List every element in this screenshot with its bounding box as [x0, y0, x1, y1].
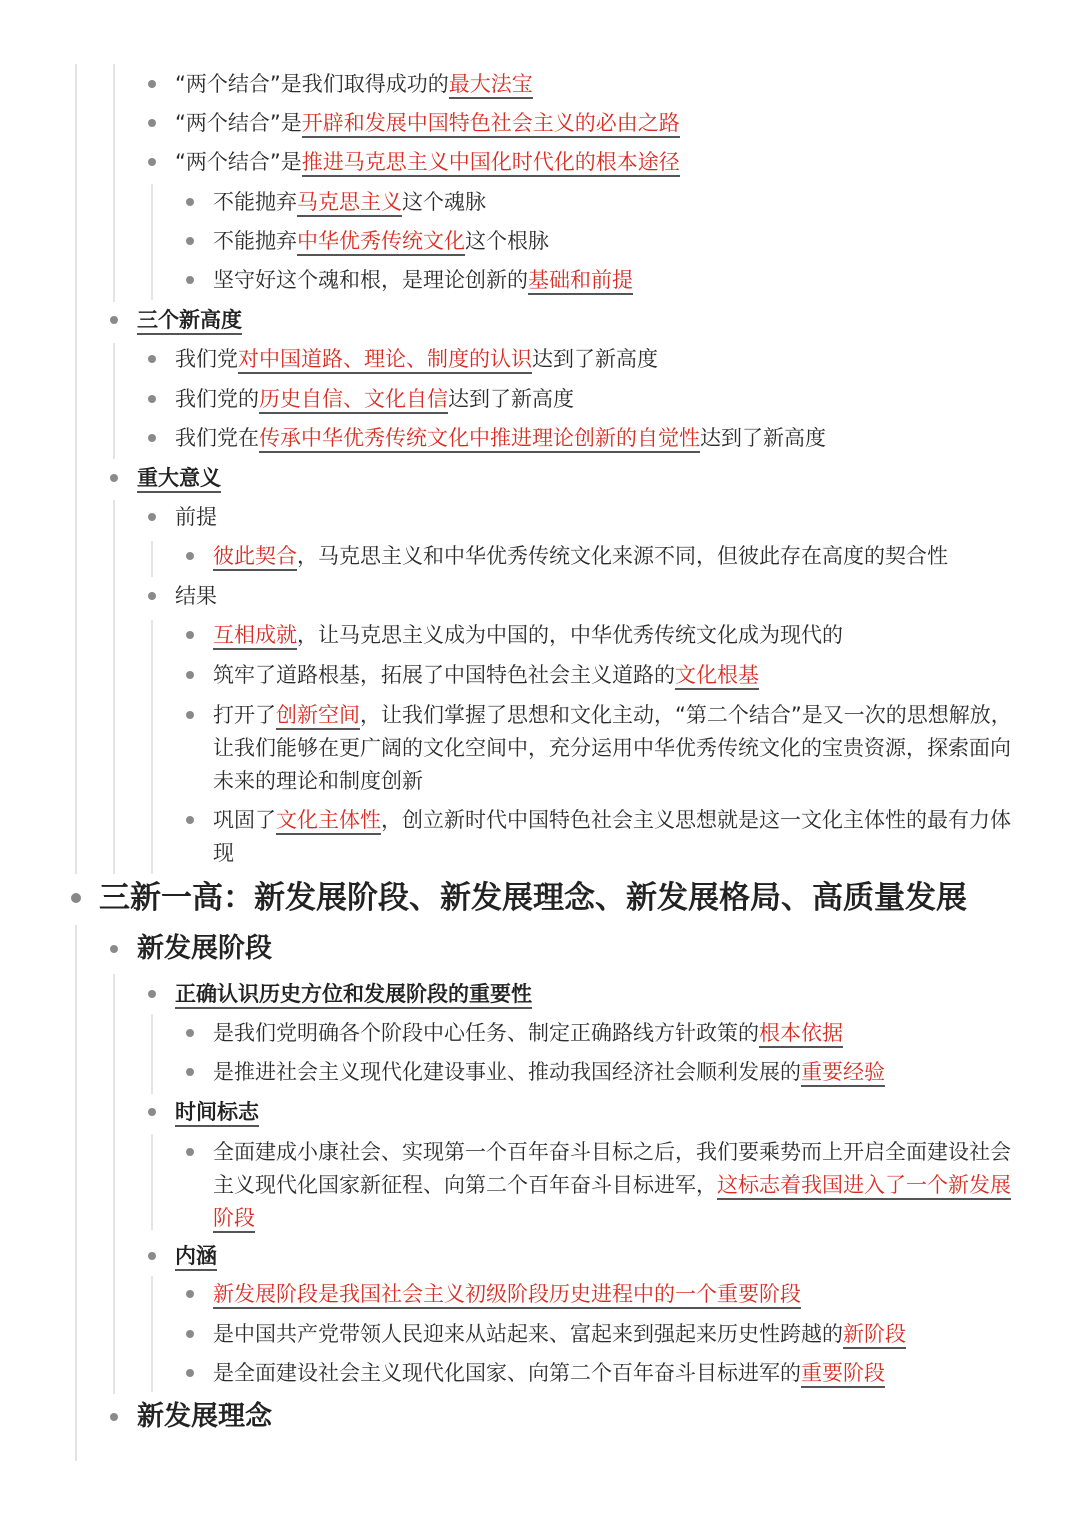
list-item: 全面建成小康社会、实现第一个百年奋斗目标之后，我们要乘势而上开启全面建设社会主义现代化国家新征程、向第二个百年奋斗目标进军，这标志着我国进入了一个新发展阶段 [213, 1136, 1021, 1235]
bullet [186, 1290, 194, 1298]
highlight: 历史自信、文化自信 [259, 387, 448, 414]
highlight: 马克思主义 [297, 190, 402, 217]
bullet [148, 119, 156, 127]
bullet [186, 237, 194, 245]
bullet [186, 1148, 194, 1156]
list-item: 结果 [175, 584, 217, 608]
section-title: 新发展理念 [137, 1401, 272, 1432]
guide-line [151, 541, 153, 577]
list-item [213, 1278, 801, 1311]
highlight: 重要阶段 [801, 1361, 885, 1388]
highlight: 根本依据 [759, 1021, 843, 1048]
bullet [186, 631, 194, 639]
section-heading: 三个新高度 [137, 304, 242, 337]
list-item: 筑牢了道路根基，拓展了中国特色社会主义道路的文化根基 [213, 659, 759, 692]
guide-line [151, 1134, 153, 1230]
list-item: 前提 [175, 505, 217, 529]
bullet [110, 1413, 118, 1421]
highlight: 传承中华优秀传统文化中推进理论创新的自觉性 [259, 426, 700, 453]
highlight: 基础和前提 [528, 268, 633, 295]
highlight: 新阶段 [843, 1322, 906, 1349]
highlight: 互相成就 [213, 623, 297, 650]
list-item: “两个结合”是推进马克思主义中国化时代化的根本途径 [175, 146, 680, 179]
guide-line [75, 925, 77, 1461]
subsection-heading: 正确认识历史方位和发展阶段的重要性 [175, 978, 532, 1011]
bullet [186, 1029, 194, 1037]
bullet [186, 276, 194, 284]
bullet [148, 80, 156, 88]
page-title: 三新一高：新发展阶段、新发展理念、新发展格局、高质量发展 [99, 880, 967, 916]
list-item: 巩固了文化主体性，创立新时代中国特色社会主义思想就是这一文化主体性的最有力体现 [213, 808, 1011, 865]
guide-line [151, 620, 153, 874]
section-heading: 重大意义 [137, 462, 221, 495]
bullet [148, 513, 156, 521]
highlight: 创新空间 [276, 703, 360, 730]
bullet [148, 1252, 156, 1260]
bullet [186, 1369, 194, 1377]
guide-line [151, 1276, 153, 1392]
bullet [186, 198, 194, 206]
bullet [186, 671, 194, 679]
guide-line [75, 64, 77, 874]
list-item: 我们党在传承中华优秀传统文化中推进理论创新的自觉性达到了新高度 [175, 422, 826, 455]
list-item: 是我们党明确各个阶段中心任务、制定正确路线方针政策的根本依据 [213, 1017, 843, 1050]
guide-line [151, 1014, 153, 1094]
list-item: 彼此契合，马克思主义和中华优秀传统文化来源不同，但彼此存在高度的契合性 [213, 540, 948, 573]
highlight: 开辟和发展中国特色社会主义的必由之路 [302, 111, 680, 138]
highlight: 彼此契合 [213, 544, 297, 571]
bullet [186, 552, 194, 560]
bullet [148, 592, 156, 600]
bullet [148, 355, 156, 363]
bullet [148, 395, 156, 403]
bullet [186, 711, 194, 719]
highlight: 重要经验 [801, 1060, 885, 1087]
list-item: 不能抛弃中华优秀传统文化这个根脉 [213, 225, 549, 258]
bullet [110, 316, 118, 324]
highlight: 新发展阶段是我国社会主义初级阶段历史进程中的一个重要阶段 [213, 1282, 801, 1309]
guide-line [113, 64, 115, 302]
subsection-heading: 内涵 [175, 1240, 217, 1273]
list-item: 我们党对中国道路、理论、制度的认识达到了新高度 [175, 343, 658, 376]
list-item: 是推进社会主义现代化建设事业、推动我国经济社会顺利发展的重要经验 [213, 1056, 885, 1089]
list-item: 坚守好这个魂和根，是理论创新的基础和前提 [213, 264, 633, 297]
guide-line [113, 974, 115, 1394]
list-item: 我们党的历史自信、文化自信达到了新高度 [175, 383, 574, 416]
subsection-heading: 时间标志 [175, 1096, 259, 1129]
highlight: 这标志着我国进入了一个新发展阶段 [213, 1173, 1011, 1233]
list-item: 不能抛弃马克思主义这个魂脉 [213, 186, 486, 219]
bullet [110, 945, 118, 953]
list-item: 互相成就，让马克思主义成为中国的，中华优秀传统文化成为现代的 [213, 619, 843, 652]
guide-line [113, 500, 115, 874]
bullet [110, 474, 118, 482]
highlight: 推进马克思主义中国化时代化的根本途径 [302, 150, 680, 177]
bullet [71, 893, 81, 903]
guide-line [113, 343, 115, 459]
highlight: 文化主体性 [276, 808, 381, 835]
bullet [148, 1108, 156, 1116]
list-item: 打开了创新空间，让我们掌握了思想和文化主动，“第二个结合”是又一次的思想解放，让我们能够在更广阔的文化空间中，充分运用中华优秀传统文化的宝贵资源，探索面向未来的理论和制度创新 [213, 703, 1012, 793]
list-item: “两个结合”是开辟和发展中国特色社会主义的必由之路 [175, 107, 680, 140]
bullet [148, 990, 156, 998]
bullet [186, 1330, 194, 1338]
bullet [186, 816, 194, 824]
bullet [148, 158, 156, 166]
highlight: 文化根基 [675, 663, 759, 690]
list-item: 是中国共产党带领人民迎来从站起来、富起来到强起来历史性跨越的新阶段 [213, 1318, 906, 1351]
highlight: 中华优秀传统文化 [297, 229, 465, 256]
list-item: “两个结合”是我们取得成功的最大法宝 [175, 68, 533, 101]
bullet [186, 1068, 194, 1076]
guide-line [151, 184, 153, 300]
highlight: 最大法宝 [449, 72, 533, 99]
highlight: 对中国道路、理论、制度的认识 [238, 347, 532, 374]
section-title: 新发展阶段 [137, 933, 272, 964]
list-item: 是全面建设社会主义现代化国家、向第二个百年奋斗目标进军的重要阶段 [213, 1357, 885, 1390]
bullet [148, 434, 156, 442]
